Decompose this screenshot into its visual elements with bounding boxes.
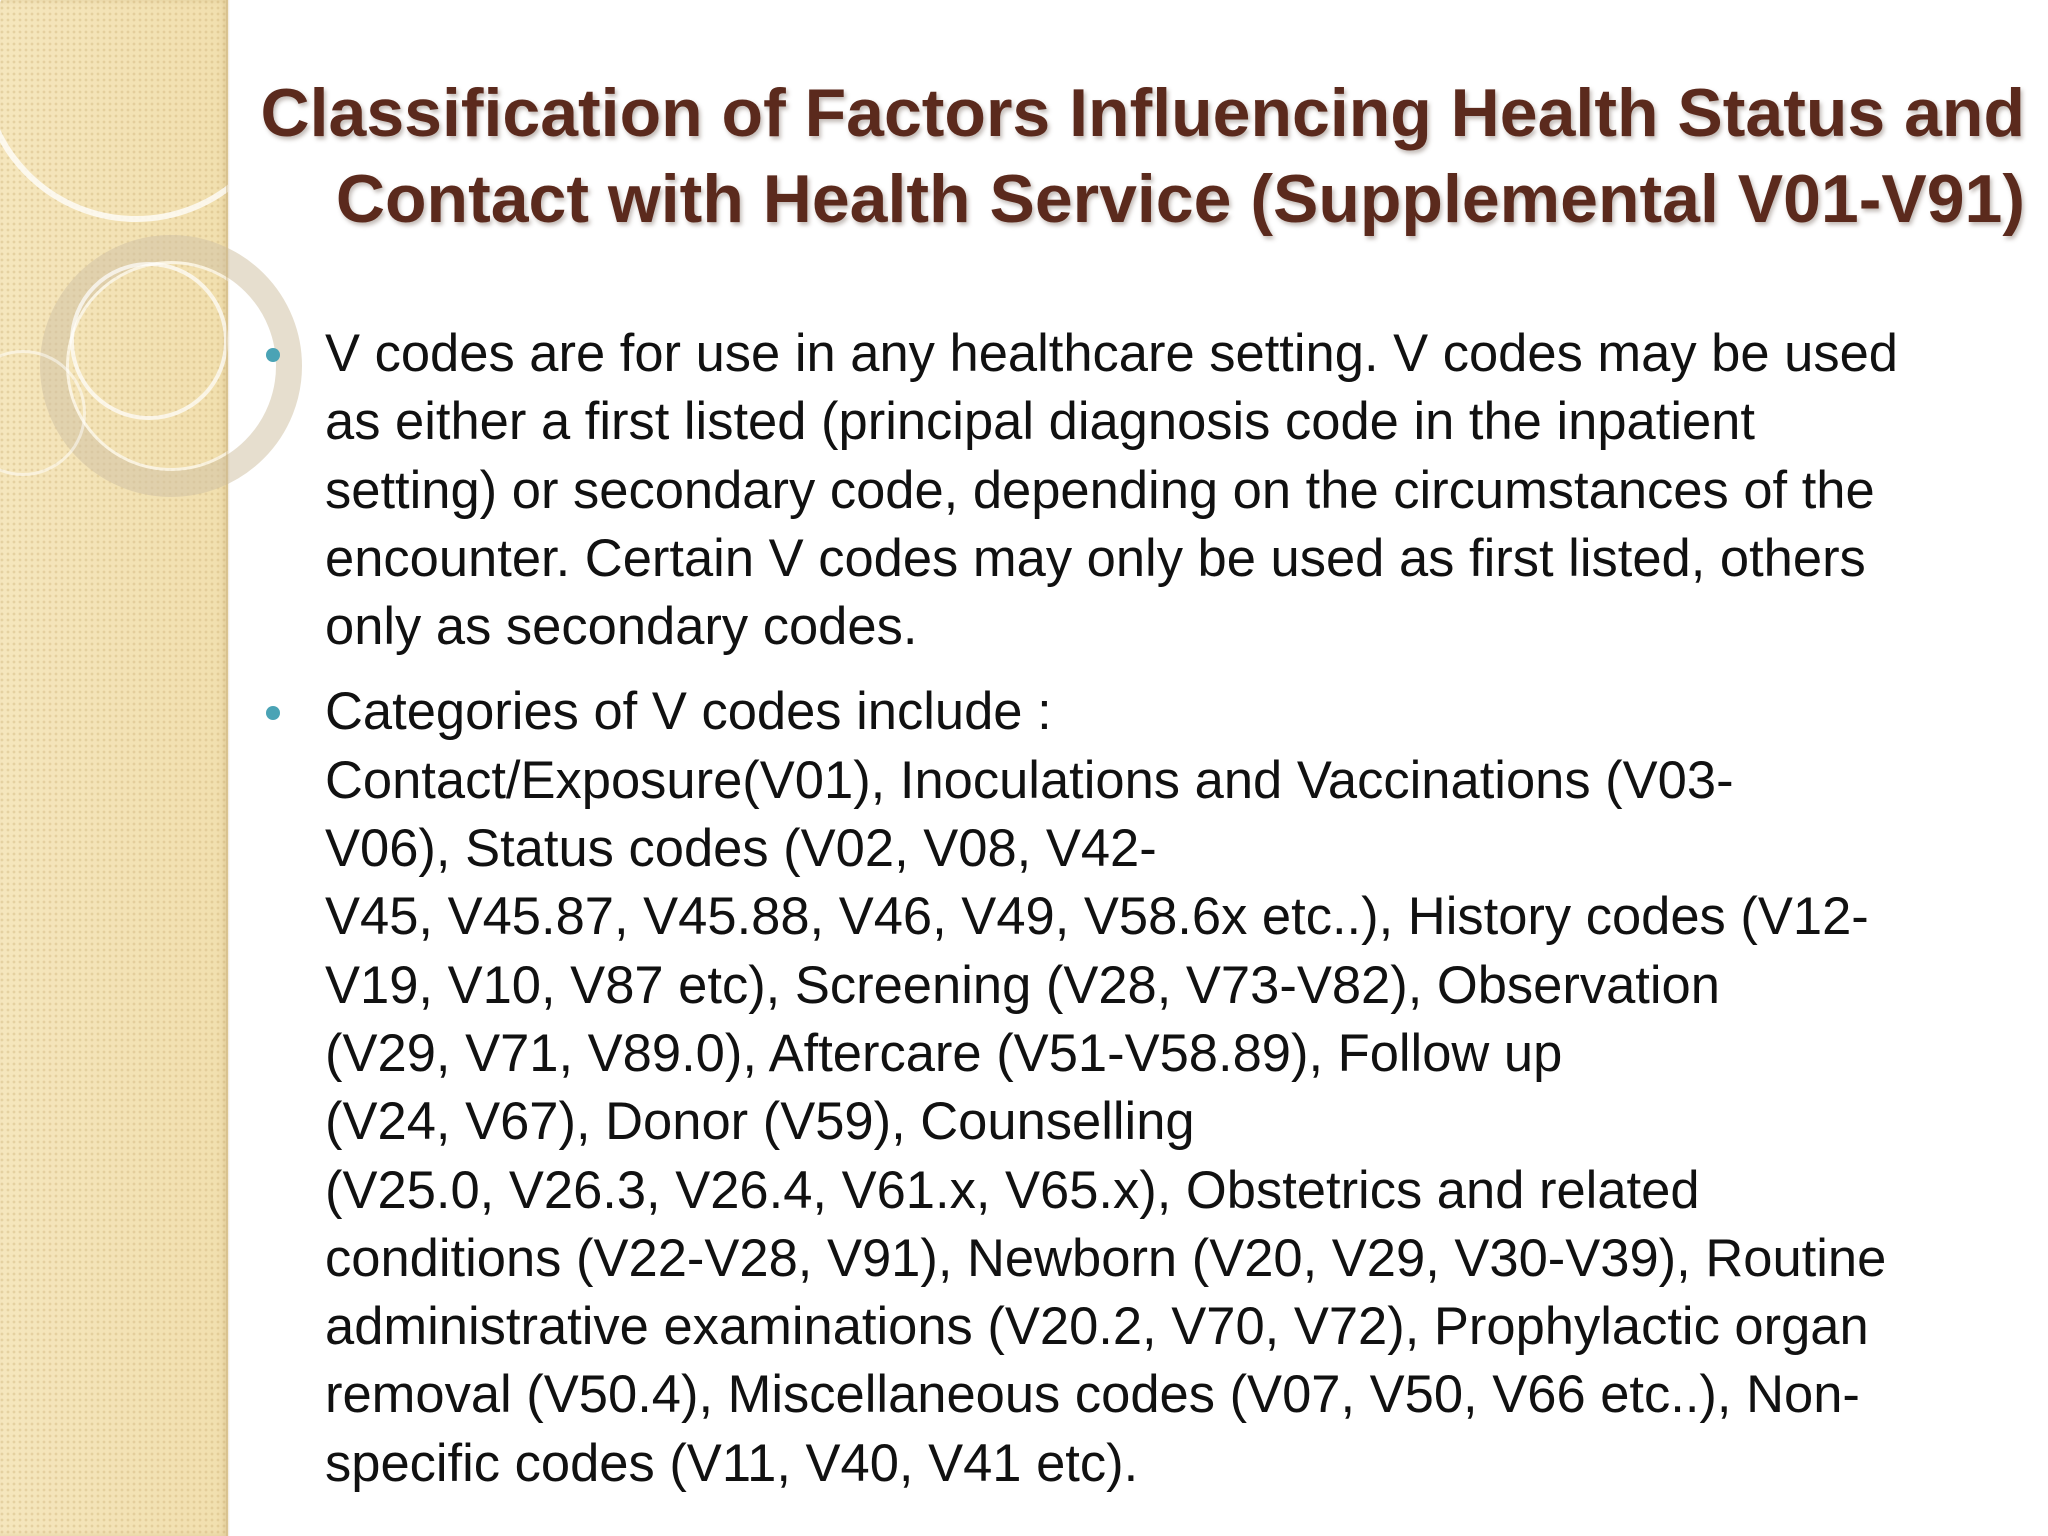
- bullet-line: V codes are for use in any healthcare setting. V codes may be used: [325, 324, 1899, 383]
- decorative-ring: [70, 262, 228, 420]
- bullet-line: removal (V50.4), Miscellaneous codes (V07, V50, V66 etc..), Non-: [325, 1365, 1860, 1425]
- decorative-ring: [0, 350, 86, 476]
- bullet-line: only as secondary codes.: [325, 597, 918, 657]
- bullet-line: administrative examinations (V20.2, V70, V72), Prophylactic organ: [325, 1297, 1869, 1357]
- slide-title-line-1: Classification of Factors Influencing Health Status and: [260, 75, 2025, 151]
- bullet-line: Categories of V codes include :: [325, 682, 1052, 742]
- bullet-text: [325, 678, 2030, 1498]
- bullet-dot-icon: [266, 348, 280, 362]
- bullet-line: setting) or secondary code, depending on the circumstances of the: [325, 460, 1875, 520]
- bullet-line: conditions (V22-V28, V91), Newborn (V20, V29, V30-V39), Routine: [325, 1228, 1887, 1288]
- bullet-line: as either a first listed (principal diagnosis code in the inpatient: [325, 392, 1755, 452]
- bullet-line: Contact/Exposure(V01), Inoculations and Vaccinations (V03-: [325, 750, 1734, 810]
- bullet-dot-icon: [266, 706, 280, 720]
- bullet-line: (V24, V67), Donor (V59), Counselling: [325, 1092, 1195, 1152]
- bullet-item-v-codes-usage: [260, 320, 2030, 661]
- bullet-line: (V29, V71, V89.0), Aftercare (V51-V58.89), Follow up: [325, 1023, 1563, 1083]
- bullet-line: V19, V10, V87 etc), Screening (V28, V73-V82), Observation: [325, 955, 1720, 1015]
- bullet-text: [325, 320, 2030, 661]
- slide-title: [170, 70, 2025, 242]
- bullet-line: V45, V45.87, V45.88, V46, V49, V58.6x etc..), History codes (V12-: [325, 887, 1869, 947]
- slide-title-line-2: Contact with Health Service (Supplemental V01-V91): [335, 161, 2025, 237]
- bullet-item-v-code-categories: [260, 678, 2030, 1498]
- bullet-line: specific codes (V11, V40, V41 etc).: [325, 1433, 1139, 1493]
- bullet-line: V06), Status codes (V02, V08, V42-: [325, 819, 1157, 879]
- bullet-line: (V25.0, V26.3, V26.4, V61.x, V65.x), Obstetrics and related: [325, 1160, 1700, 1220]
- bullet-line: encounter. Certain V codes may only be used as first listed, others: [325, 528, 1866, 588]
- bullet-list: [260, 320, 2030, 1515]
